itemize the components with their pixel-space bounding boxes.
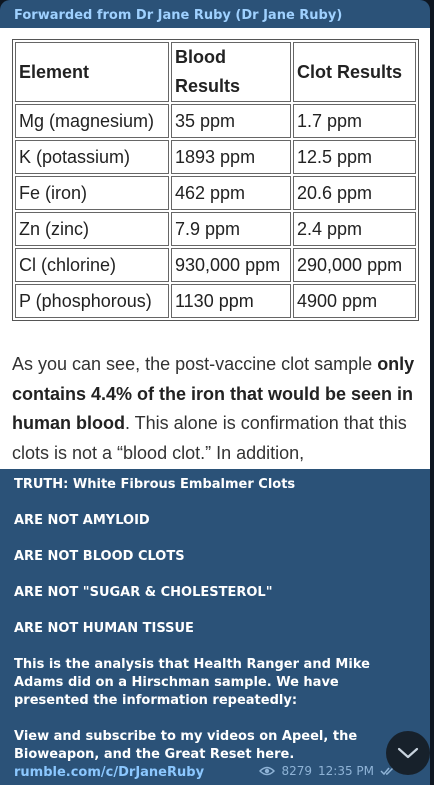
table-row [15,176,416,210]
table-header-cell: Blood Results [171,42,291,102]
table-row [15,212,416,246]
results-table [12,39,419,321]
forwarded-from[interactable]: Forwarded from Dr Jane Ruby (Dr Jane Ruby) [14,8,343,23]
table-cell: Fe (iron) [15,176,169,210]
caption-line: This is the analysis that Health Ranger and Mike Adams did on a Hirschman sample. We have presented the information repeatedly: [14,657,370,708]
table-cell: 7.9 ppm [171,212,291,246]
table-cell: 930,000 ppm [171,248,291,282]
table-cell: K (potassium) [15,140,169,174]
table-row [15,104,416,138]
caption-line: ARE NOT AMYLOID [14,513,150,528]
table-row [15,248,416,282]
table-cell: 290,000 ppm [293,248,416,282]
rumble-link[interactable]: rumble.com/c/DrJaneRuby [14,765,205,780]
table-cell: 2.4 ppm [293,212,416,246]
table-cell: 1893 ppm [171,140,291,174]
scroll-down-button[interactable] [386,731,430,775]
table-cell: 462 ppm [171,176,291,210]
message-image[interactable] [0,28,430,469]
caption-text: View and subscribe to my videos on Apeel, the Bioweapon, and the Great Reset here. [14,729,358,762]
table-cell: P (phosphorous) [15,284,169,318]
paragraph-text: As you can see, the post-vaccine clot sample [12,354,378,374]
table-header-row [15,42,416,102]
message-meta [259,764,394,778]
table-header-cell: Element [15,42,169,102]
chevron-down-icon [397,746,419,760]
view-count: 8279 [281,764,312,778]
table-header-cell: Clot Results [293,42,416,102]
caption-line: ARE NOT "SUGAR & CHOLESTEROL" [14,585,273,600]
message-time: 12:35 PM [318,764,374,778]
table-cell: 4900 ppm [293,284,416,318]
table-cell: 1130 ppm [171,284,291,318]
table-cell: 20.6 ppm [293,176,416,210]
message-caption [14,476,416,785]
paragraph-text: . This alone is confirmation that this clots is not a “blood clot.” In addition, [12,413,407,463]
table-cell: Mg (magnesium) [15,104,169,138]
table-row [15,284,416,318]
caption-line: TRUTH: White Fibrous Embalmer Clots [14,477,296,492]
table-cell: 1.7 ppm [293,104,416,138]
caption-line: ARE NOT HUMAN TISSUE [14,621,194,636]
table-cell: Zn (zinc) [15,212,169,246]
image-paragraph [12,350,418,468]
caption-line: ARE NOT BLOOD CLOTS [14,549,185,564]
paragraph-bold-text: only contains 4.4% of the iron that would be seen in human blood [12,354,415,433]
table-cell: 12.5 ppm [293,140,416,174]
table-row [15,140,416,174]
table-cell: 35 ppm [171,104,291,138]
table-cell: Cl (chlorine) [15,248,169,282]
eye-icon [259,766,275,776]
